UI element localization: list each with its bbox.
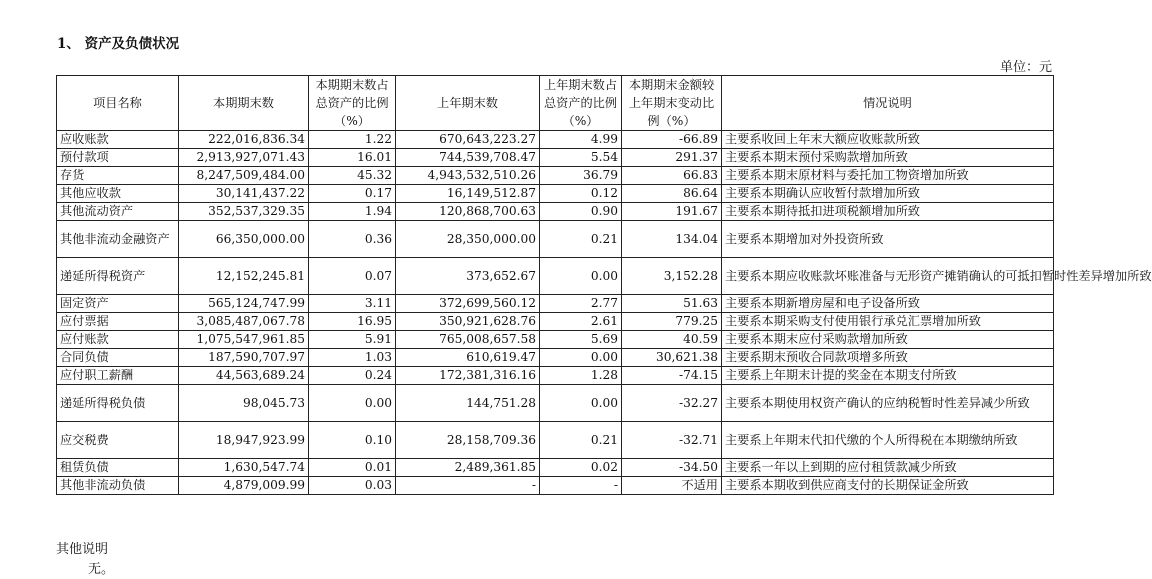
table-cell: 44,563,689.24 (179, 367, 309, 385)
header-cell: 情况说明 (722, 76, 1054, 131)
section-title: 1、 资产及负债状况 (57, 36, 180, 52)
unit-label: 单位：元 (999, 60, 1052, 75)
table-cell: 3.11 (309, 295, 396, 313)
table-cell: 0.00 (309, 385, 396, 422)
table-row (57, 349, 1054, 367)
table-row (57, 258, 1054, 295)
table-cell: 0.21 (540, 221, 622, 258)
table-cell: 352,537,329.35 (179, 203, 309, 221)
table-cell: 765,008,657.58 (396, 331, 540, 349)
table-cell: 1,630,547.74 (179, 459, 309, 477)
table-row (57, 167, 1054, 185)
table-cell: 主要系本期应收账款坏账准备与无形资产摊销确认的可抵扣暂时性差异增加所致 (722, 258, 1054, 295)
table-cell: 3,085,487,067.78 (179, 313, 309, 331)
table-cell: -32.71 (622, 422, 722, 459)
table-cell: 0.07 (309, 258, 396, 295)
table-row (57, 331, 1054, 349)
table-cell: 应付账款 (57, 331, 179, 349)
table-cell: 主要系上年期末代扣代缴的个人所得税在本期缴纳所致 (722, 422, 1054, 459)
table-cell: 5.69 (540, 331, 622, 349)
table-cell: 670,643,223.27 (396, 131, 540, 149)
table-cell: 120,868,700.63 (396, 203, 540, 221)
table-cell: 0.21 (540, 422, 622, 459)
table-cell: -66.89 (622, 131, 722, 149)
table-cell: 134.04 (622, 221, 722, 258)
table-row (57, 313, 1054, 331)
table-cell: 应收账款 (57, 131, 179, 149)
table-row (57, 185, 1054, 203)
table-cell: 主要系本期采购支付使用银行承兑汇票增加所致 (722, 313, 1054, 331)
table-row (57, 422, 1054, 459)
table-cell: 其他流动资产 (57, 203, 179, 221)
header-cell: 本期期末数占总资产的比例（%） (309, 76, 396, 131)
table-row (57, 221, 1054, 258)
table-cell: 0.17 (309, 185, 396, 203)
table-cell: 0.90 (540, 203, 622, 221)
table-cell: 1.94 (309, 203, 396, 221)
table-cell: 187,590,707.97 (179, 349, 309, 367)
table-cell: -34.50 (622, 459, 722, 477)
table-row (57, 459, 1054, 477)
table-cell: 0.02 (540, 459, 622, 477)
table-cell: 45.32 (309, 167, 396, 185)
table-cell: 主要系本期末应付采购款增加所致 (722, 331, 1054, 349)
table-cell: 144,751.28 (396, 385, 540, 422)
table-row (57, 367, 1054, 385)
table-cell: 固定资产 (57, 295, 179, 313)
table-cell: 28,158,709.36 (396, 422, 540, 459)
table-cell: 1.03 (309, 349, 396, 367)
table-cell: 8,247,509,484.00 (179, 167, 309, 185)
table-cell: 86.64 (622, 185, 722, 203)
table-cell: 291.37 (622, 149, 722, 167)
header-cell: 本期期末数 (179, 76, 309, 131)
table-cell: 0.12 (540, 185, 622, 203)
table-cell: 2,489,361.85 (396, 459, 540, 477)
table-cell: 不适用 (622, 477, 722, 495)
table-cell: -74.15 (622, 367, 722, 385)
table-cell: 30,141,437.22 (179, 185, 309, 203)
header-cell: 本期期末金额较上年期末变动比例（%） (622, 76, 722, 131)
table-cell: 1.28 (540, 367, 622, 385)
table-cell: 16.01 (309, 149, 396, 167)
table-cell: 40.59 (622, 331, 722, 349)
table-cell: 主要系一年以上到期的应付租赁款减少所致 (722, 459, 1054, 477)
header-cell: 上年期末数占总资产的比例（%） (540, 76, 622, 131)
table-cell: 合同负债 (57, 349, 179, 367)
table-cell: 0.03 (309, 477, 396, 495)
table-cell: 66,350,000.00 (179, 221, 309, 258)
table-row (57, 131, 1054, 149)
table-cell: 565,124,747.99 (179, 295, 309, 313)
notes-label: 其他说明 (56, 542, 109, 557)
table-cell: 其他应收款 (57, 185, 179, 203)
table-cell: 主要系本期待抵扣进项税额增加所致 (722, 203, 1054, 221)
table-cell: 应付职工薪酬 (57, 367, 179, 385)
table-cell: 主要系上年期末计提的奖金在本期支付所致 (722, 367, 1054, 385)
table-cell: 12,152,245.81 (179, 258, 309, 295)
table-cell: 4,943,532,510.26 (396, 167, 540, 185)
table-cell: 5.54 (540, 149, 622, 167)
table-cell: 172,381,316.16 (396, 367, 540, 385)
table-row (57, 203, 1054, 221)
table-cell: 350,921,628.76 (396, 313, 540, 331)
table-cell: 租赁负债 (57, 459, 179, 477)
table-cell: 66.83 (622, 167, 722, 185)
table-cell: 51.63 (622, 295, 722, 313)
table-cell: 222,016,836.34 (179, 131, 309, 149)
table-cell: 28,350,000.00 (396, 221, 540, 258)
table-cell: 0.01 (309, 459, 396, 477)
table-cell: 主要系本期使用权资产确认的应纳税暂时性差异减少所致 (722, 385, 1054, 422)
table-cell: 5.91 (309, 331, 396, 349)
table-row (57, 477, 1054, 495)
table-cell: 主要系本期确认应收暂付款增加所致 (722, 185, 1054, 203)
table-cell: 0.00 (540, 349, 622, 367)
header-cell: 项目名称 (57, 76, 179, 131)
notes-body: 无。 (88, 562, 115, 577)
table-cell: - (540, 477, 622, 495)
table-cell: 4,879,009.99 (179, 477, 309, 495)
table-cell: 98,045.73 (179, 385, 309, 422)
table-header-row (57, 76, 1054, 131)
table-cell: 0.00 (540, 258, 622, 295)
table-cell: 2.61 (540, 313, 622, 331)
table-cell: 存货 (57, 167, 179, 185)
table-cell: 16,149,512.87 (396, 185, 540, 203)
table-cell: 主要系本期新增房屋和电子设备所致 (722, 295, 1054, 313)
table-cell: 36.79 (540, 167, 622, 185)
table-cell: 16.95 (309, 313, 396, 331)
table-cell: 主要系本期末预付采购款增加所致 (722, 149, 1054, 167)
table-cell: 主要系期末预收合同款项增多所致 (722, 349, 1054, 367)
table-cell: - (396, 477, 540, 495)
table-cell: 191.67 (622, 203, 722, 221)
table-cell: 779.25 (622, 313, 722, 331)
table-cell: 主要系本期末原材料与委托加工物资增加所致 (722, 167, 1054, 185)
table-cell: 2.77 (540, 295, 622, 313)
table-cell: 其他非流动负债 (57, 477, 179, 495)
table-cell: 主要系收回上年末大额应收账款所致 (722, 131, 1054, 149)
table-cell: 应付票据 (57, 313, 179, 331)
table-cell: 744,539,708.47 (396, 149, 540, 167)
asset-liability-table (56, 75, 1152, 495)
table-cell: 18,947,923.99 (179, 422, 309, 459)
table-cell: 3,152.28 (622, 258, 722, 295)
table-cell: 0.10 (309, 422, 396, 459)
header-cell: 上年期末数 (396, 76, 540, 131)
table-cell: 0.36 (309, 221, 396, 258)
table-cell: 应交税费 (57, 422, 179, 459)
table-cell: 0.24 (309, 367, 396, 385)
table-row (57, 295, 1054, 313)
table-body (57, 131, 1152, 495)
table-cell: 递延所得税资产 (57, 258, 179, 295)
table-cell: 30,621.38 (622, 349, 722, 367)
table-cell: 373,652.67 (396, 258, 540, 295)
table-cell: 4.99 (540, 131, 622, 149)
table-cell: 1,075,547,961.85 (179, 331, 309, 349)
table-cell: 递延所得税负债 (57, 385, 179, 422)
table-cell: 0.00 (540, 385, 622, 422)
table-cell: 372,699,560.12 (396, 295, 540, 313)
table-cell: 610,619.47 (396, 349, 540, 367)
table-cell: 预付款项 (57, 149, 179, 167)
table-row (57, 149, 1054, 167)
table-cell: 1.22 (309, 131, 396, 149)
table-cell: 主要系本期增加对外投资所致 (722, 221, 1054, 258)
table-row (57, 385, 1054, 422)
table-cell: -32.27 (622, 385, 722, 422)
table-cell: 2,913,927,071.43 (179, 149, 309, 167)
table-cell: 主要系本期收到供应商支付的长期保证金所致 (722, 477, 1054, 495)
table-cell: 其他非流动金融资产 (57, 221, 179, 258)
